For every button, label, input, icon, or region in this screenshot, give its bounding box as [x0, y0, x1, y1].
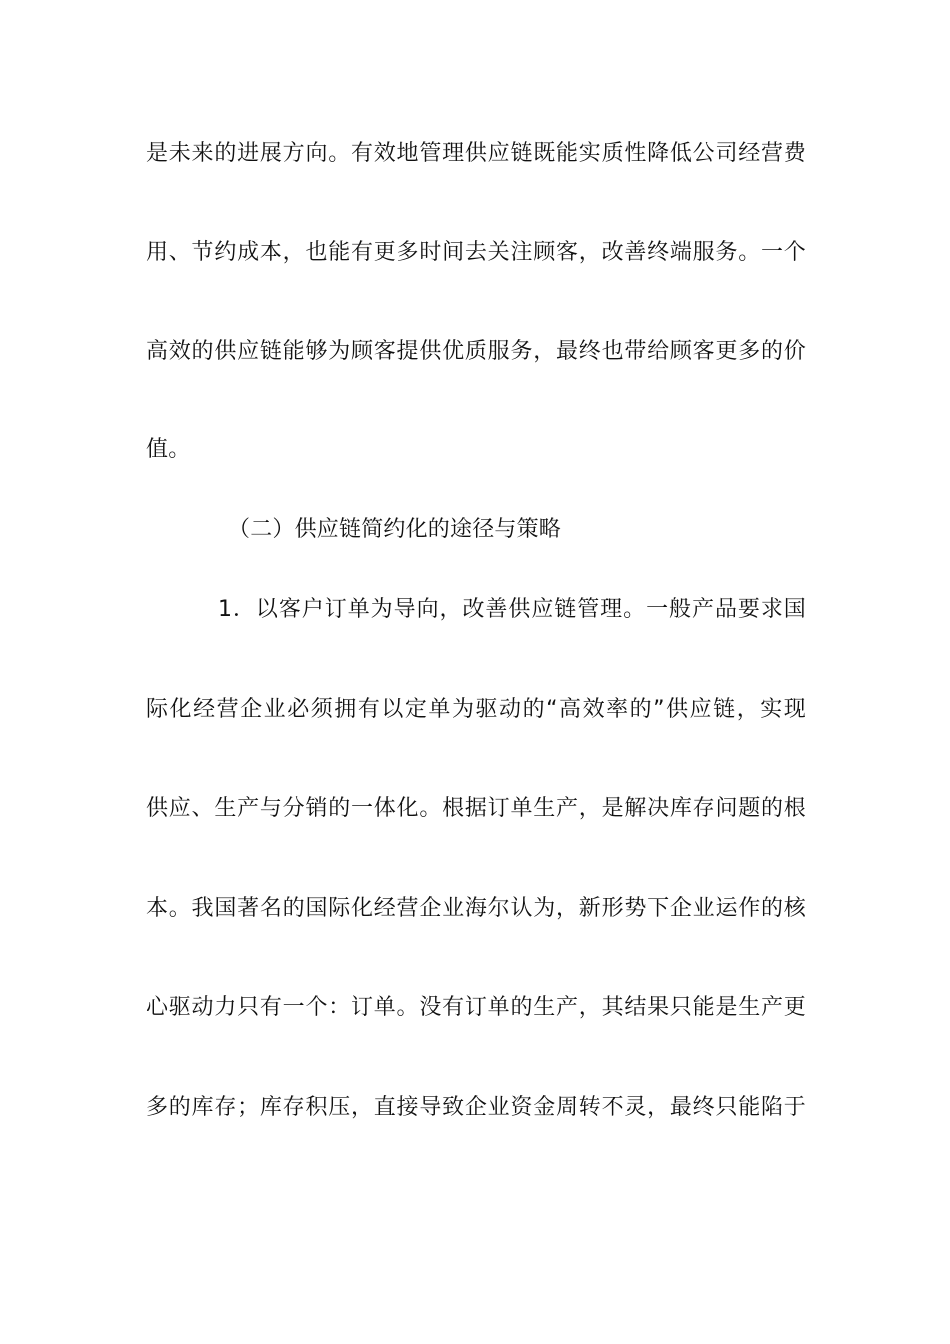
paragraph-line: 供应、生产与分销的一体化。根据订单生产，是解决库存问题的根 [146, 796, 806, 821]
paragraph-line: 心驱动力只有一个：订单。没有订单的生产，其结果只能是生产更 [146, 995, 806, 1020]
paragraph-line: 本。我国著名的国际化经营企业海尔认为，新形势下企业运作的核 [146, 896, 806, 921]
paragraph-line: 多的库存；库存积压，直接导致企业资金周转不灵，最终只能陷于 [146, 1095, 806, 1120]
paragraph-line: 值。 [146, 437, 191, 462]
paragraph-line: 1．以客户订单为导向，改善供应链管理。一般产品要求国 [218, 597, 806, 622]
paragraph-line: 际化经营企业必须拥有以定单为驱动的“高效率的”供应链，实现 [146, 697, 806, 722]
paragraph-line: 用、节约成本，也能有更多时间去关注顾客，改善终端服务。一个 [146, 240, 806, 265]
section-heading: （二）供应链简约化的途径与策略 [228, 517, 562, 542]
paragraph-line: 是未来的进展方向。有效地管理供应链既能实质性降低公司经营费 [146, 141, 806, 166]
paragraph-line: 高效的供应链能够为顾客提供优质服务，最终也带给顾客更多的价 [146, 339, 806, 364]
